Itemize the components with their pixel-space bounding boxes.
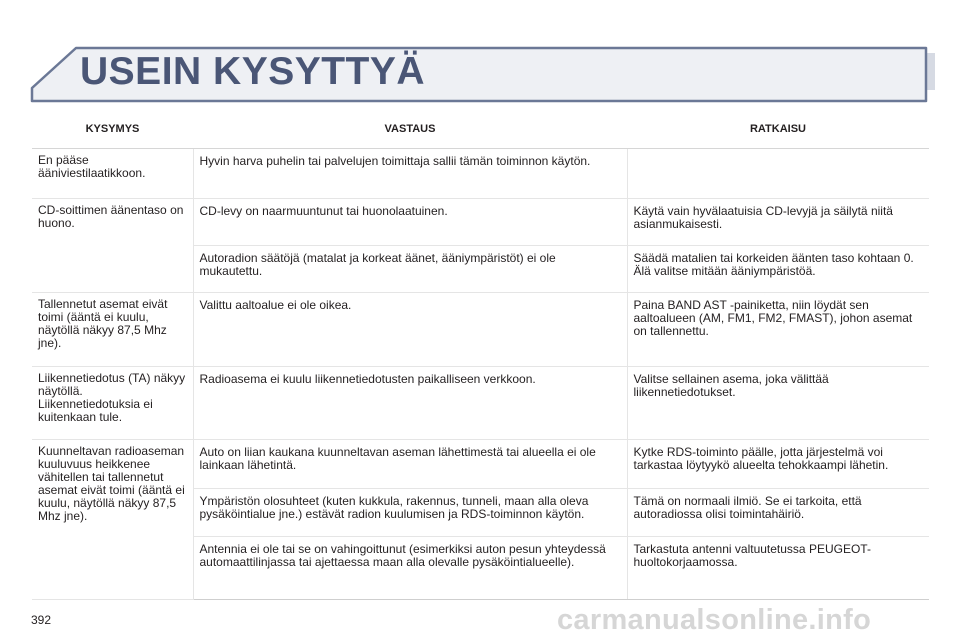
solution-cell: Paina BAND AST -painiketta, niin löydät sen aaltoalueen (AM, FM1, FM2, FMAST), johon asemat on tallennettu. bbox=[627, 293, 929, 367]
table-header-row bbox=[32, 110, 929, 149]
header-solution: RATKAISU bbox=[627, 110, 929, 149]
answer-cell: Autoradion säätöjä (matalat ja korkeat äänet, ääniympäristöt) ei ole mukautettu. bbox=[193, 246, 627, 293]
solution-cell: Säädä matalien tai korkeiden äänten taso kohtaan 0. Älä valitse mitään ääniympäristöä. bbox=[627, 246, 929, 293]
answer-cell: Radioasema ei kuulu liikennetiedotusten paikalliseen verkkoon. bbox=[193, 367, 627, 440]
table-row bbox=[32, 367, 929, 440]
solution-cell: Kytke RDS-toiminto päälle, jotta järjestelmä voi tarkastaa löytyykö alueelta tehokkaampi lähetin. bbox=[627, 440, 929, 489]
answer-cell: Auto on liian kaukana kuunneltavan aseman lähettimestä tai alueella ei ole lainkaan lähetintä. bbox=[193, 440, 627, 489]
answer-cell: Antennia ei ole tai se on vahingoittunut (esimerkiksi auton pesun yhteydessä automaattilinjassa tai ajettaessa maan alla olevalle pysäköintialueelle). bbox=[193, 537, 627, 600]
header-answer: VASTAUS bbox=[193, 110, 627, 149]
table-row bbox=[32, 149, 929, 199]
solution-cell: Tarkastuta antenni valtuutetussa PEUGEOT-huoltokorjaamossa. bbox=[627, 537, 929, 600]
answer-cell: Hyvin harva puhelin tai palvelujen toimittaja sallii tämän toiminnon käytön. bbox=[193, 149, 627, 199]
page-title: USEIN KYSYTTYÄ bbox=[80, 50, 426, 93]
table-row bbox=[32, 199, 929, 246]
solution-cell: Käytä vain hyvälaatuisia CD-levyjä ja säilytä niitä asianmukaisesti. bbox=[627, 199, 929, 246]
header-question: KYSYMYS bbox=[32, 110, 193, 149]
table-row bbox=[32, 293, 929, 367]
solution-cell bbox=[627, 149, 929, 199]
faq-table bbox=[32, 110, 929, 600]
watermark: carmanualsonline.info bbox=[557, 604, 872, 636]
page-number: 392 bbox=[31, 613, 52, 627]
answer-cell: Ympäristön olosuhteet (kuten kukkula, rakennus, tunneli, maan alla oleva pysäköintialue jne.) estävät radion kuulumisen ja RDS-toiminnon käytön. bbox=[193, 489, 627, 537]
question-cell: CD-soittimen äänentaso on huono. bbox=[32, 199, 193, 293]
question-cell: Kuunneltavan radioaseman kuuluvuus heikkenee vähitellen tai tallennetut asemat eivät toimi (ääntä ei kuulu, näytöllä näkyy 87,5 Mhz jne). bbox=[32, 440, 193, 600]
question-cell: Tallennetut asemat eivät toimi (ääntä ei kuulu, näytöllä näkyy 87,5 Mhz jne). bbox=[32, 293, 193, 367]
solution-cell: Tämä on normaali ilmiö. Se ei tarkoita, että autoradiossa olisi toimintahäiriö. bbox=[627, 489, 929, 537]
answer-cell: Valittu aaltoalue ei ole oikea. bbox=[193, 293, 627, 367]
question-cell: Liikennetiedotus (TA) näkyy näytöllä. Liikennetiedotuksia ei kuitenkaan tule. bbox=[32, 367, 193, 440]
answer-cell: CD-levy on naarmuuntunut tai huonolaatuinen. bbox=[193, 199, 627, 246]
table-row bbox=[32, 440, 929, 489]
solution-cell: Valitse sellainen asema, joka välittää liikennetiedotukset. bbox=[627, 367, 929, 440]
question-cell: En pääse ääniviestilaatikkoon. bbox=[32, 149, 193, 199]
